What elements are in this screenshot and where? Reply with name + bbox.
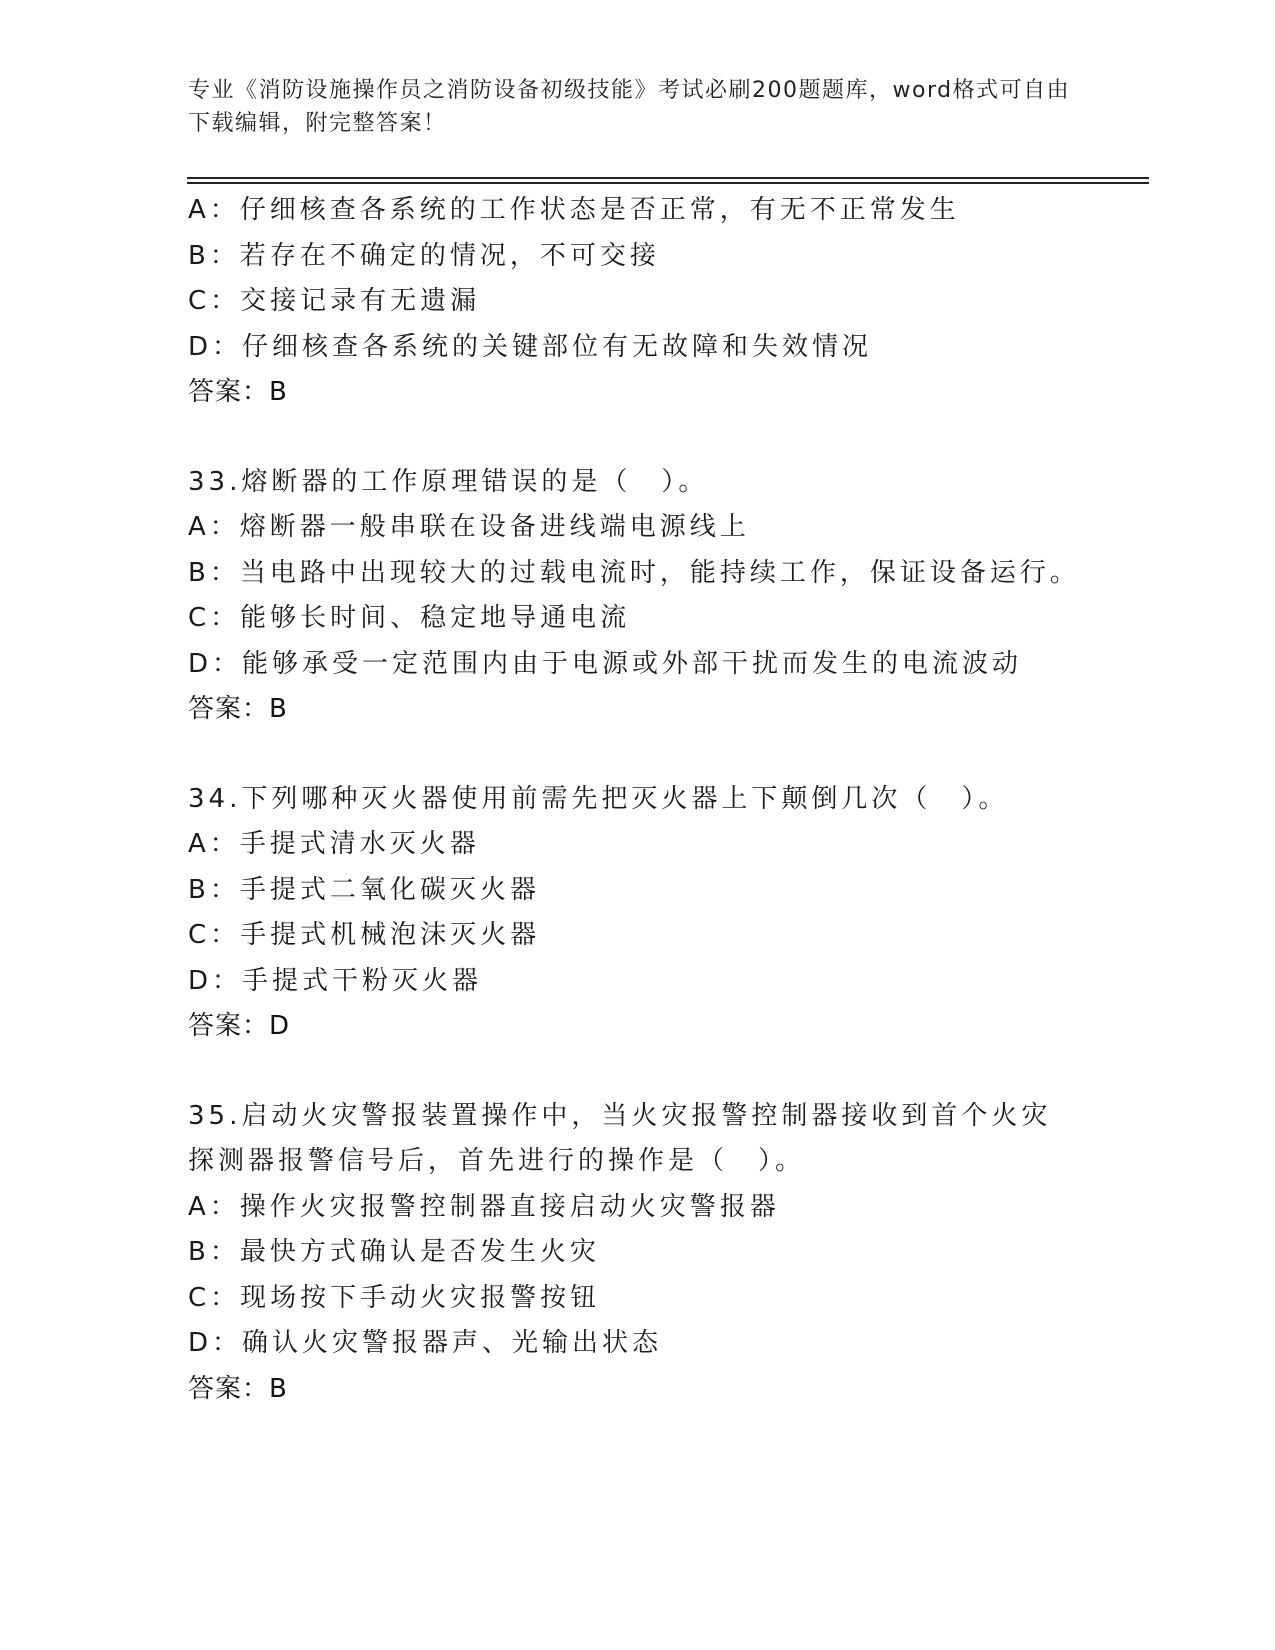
option-d: D：能够承受一定范围内由于电源或外部干扰而发生的电流波动 [188,648,1023,679]
question-text: 34.下列哪种灭火器使用前需先把灭火器上下颠倒几次（ ）。 [188,783,1009,814]
option-c: C：现场按下手动火灾报警按钮 [188,1282,601,1313]
spacer [188,1050,1148,1094]
option-d: D：仔细核查各系统的关键部位有无故障和失效情况 [188,331,873,362]
question-34 [188,777,1148,1050]
answer: 答案：D [188,1011,291,1041]
option-a: A：仔细核查各系统的工作状态是否正常，有无不正常发生 [188,195,960,225]
answer: 答案：B [188,377,288,407]
option-b: B：若存在不确定的情况，不可交接 [188,240,660,271]
spacer [188,416,1148,460]
option-a: A：熔断器一般串联在设备进线端电源线上 [188,512,750,542]
option-a: A：操作火灾报警控制器直接启动火灾警报器 [188,1191,780,1222]
option-c: C：能够长时间、稳定地导通电流 [188,603,631,633]
option-c: C：手提式机械泡沫灭火器 [188,920,541,950]
question-33 [188,460,1148,733]
option-b: B：最快方式确认是否发生火灾 [188,1237,600,1267]
question-35 [188,1094,1148,1413]
answer: 答案：B [188,694,288,724]
question-content [188,188,1148,1412]
header-rule-top [187,177,1149,179]
option-d: D：确认火灾警报器声、光输出状态 [188,1328,663,1358]
question-text: 35.启动火灾警报装置操作中，当火灾报警控制器接收到首个火灾探测器报警信号后，首先进行的操作是（ ）。 [188,1100,1052,1176]
option-a: A：手提式清水灭火器 [188,829,480,859]
option-c: C：交接记录有无遗漏 [188,286,481,316]
document-header: 专业《消防设施操作员之消防设备初级技能》考试必刷200题题库，word格式可自由下载编辑，附完整答案！ [188,78,1071,136]
spacer [188,733,1148,777]
header-rule-bottom [187,182,1149,184]
option-d: D：手提式干粉灭火器 [188,965,483,996]
answer: 答案：B [188,1373,288,1404]
option-b: B：手提式二氧化碳灭火器 [188,874,540,905]
question-32-continuation [188,188,1148,416]
option-b: B：当电路中出现较大的过载电流时，能持续工作，保证设备运行。 [188,557,1080,588]
question-text: 33.熔断器的工作原理错误的是（ ）。 [188,466,709,497]
